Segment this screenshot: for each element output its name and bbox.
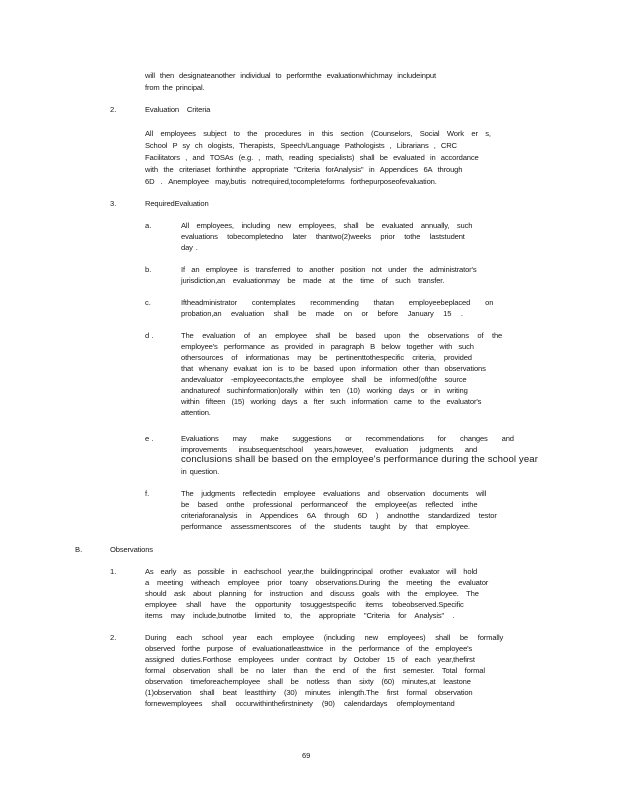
section-heading: RequiredEvaluation	[145, 199, 209, 208]
text-line: items may include,butnotbe limited to, the appropriate "Criteria for Analysis" .	[145, 611, 455, 620]
text-line: andevaluator -employeecontacts,the employee shall be informed(ofthe source	[181, 375, 467, 384]
text-line: be based onthe professional performanceof the employee(as reflected inthe	[181, 500, 478, 509]
text-line: jurisdiction,an evaluationmay be made at the time of such transfer.	[181, 276, 445, 285]
item-number: 2.	[110, 105, 117, 114]
text-line-large: conclusions shall be based on the employee's performance during the school year	[181, 454, 538, 465]
text-line: 6D . Anemployee may,butis notrequired,tocompleteforms forthepurposeofevaluation.	[145, 177, 437, 186]
text-line: observation timeforeachemployee shall be notless than sixty (60) minutes,at leastone	[145, 677, 471, 686]
text-line: School P sy ch ologists, Therapists, Speech/Language Pathologists , Librarians , CRC	[145, 141, 457, 150]
text-line: will then designateanother individual to performthe evaluationwhichmay includeinput	[145, 71, 436, 80]
text-line: employee shall have the opportunity tosuggestspecific items tobeobserved.Specific	[145, 600, 464, 609]
text-line: During each school year each employee (including new employees) shall be formally	[145, 633, 504, 642]
text-line: assigned duties.Forthose employees under contract by October 15 of each year,thefirst	[145, 655, 475, 664]
text-line: All employees subject to the procedures in this section (Counselors, Social Work er s,	[145, 129, 491, 138]
text-line: othersources of informationas may be pertinenttothespecific criteria, provided	[181, 353, 472, 362]
subitem-label: a.	[145, 221, 152, 230]
subitem-label: c.	[145, 298, 151, 307]
section-heading: Observations	[110, 545, 153, 554]
text-line: in question.	[181, 467, 220, 476]
text-line: Iftheadministrator contemplates recommending thatan employeebeplaced on	[181, 298, 494, 307]
text-line: performance assessmentscores of the students taught by that employee.	[181, 522, 470, 531]
section-letter: B.	[75, 545, 83, 554]
text-line: andnatureof suchinformation)orally within ten (10) working days or in writing	[181, 386, 468, 395]
text-line: day .	[181, 243, 198, 252]
item-number: 3.	[110, 199, 117, 208]
text-line: with the criteriaset forthinthe appropriate "Criteria forAnalysis" in Appendices 6A through	[145, 165, 463, 174]
text-line: within fifteen (15) working days a fter such information came to the evaluator's	[181, 397, 482, 406]
text-line: a meeting witheach employee prior toany observations.During the meeting the evaluator	[145, 578, 489, 587]
text-line: improvements insubsequentschool years,however, evaluation judgments and	[181, 445, 478, 454]
subitem-label: f.	[145, 489, 150, 498]
text-line: fornewemployees shall occurwithinthefirstninety (90) calendardays ofemploymentand	[145, 699, 455, 708]
text-line: should ask about planning for instruction and discuss goals with the employee. The	[145, 589, 479, 598]
subitem-label: d .	[145, 331, 154, 340]
text-line: The evaluation of an employee shall be based upon the observations of the	[181, 331, 503, 340]
text-line: If an employee is transferred to another position not under the administrator's	[181, 265, 477, 274]
text-line: (1)observation shall beat leastthirty (30) minutes inlength.The first formal observation	[145, 688, 473, 697]
text-line: from the principal.	[145, 83, 205, 92]
page-number: 69	[302, 751, 311, 760]
text-line: evaluations tobecompletedno later thantwo(2)weeks prior tothe laststudent	[181, 232, 465, 241]
subitem-label: e .	[145, 434, 154, 443]
text-line: All employees, including new employees, shall be evaluated annually, such	[181, 221, 473, 230]
text-line: employee's performance as provided in paragraph B below together with such	[181, 342, 474, 351]
text-line: criteriaforanalysis in Appendices 6A through 6D ) andnotthe standardized testor	[181, 511, 497, 520]
section-heading: Evaluation Criteria	[145, 105, 211, 114]
text-line: attention.	[181, 408, 211, 417]
item-number: 2.	[110, 633, 117, 642]
text-line: As early as possible in eachschool year,the buildingprincipal orother evaluator will hold	[145, 567, 478, 576]
text-line: Evaluations may make suggestions or recommendations for changes and	[181, 434, 514, 443]
subitem-label: b.	[145, 265, 152, 274]
text-line: formal observation shall be no later than the end of the first semester. Total formal	[145, 666, 485, 675]
text-line: The judgments reflectedin employee evaluations and observation documents will	[181, 489, 487, 498]
item-number: 1.	[110, 567, 117, 576]
text-line: Facilitators , and TOSAs (e.g. , math, reading specialists) shall be evaluated in accordance	[145, 153, 479, 162]
text-line: that whenany evaluat ion is to be based upon information other than observations	[181, 364, 486, 373]
text-line: observed forthe purpose of evaluationatleasttwice in the performance of the employee's	[145, 644, 473, 653]
text-line: probation,an evaluation shall be made on or before January 15 .	[181, 309, 463, 318]
